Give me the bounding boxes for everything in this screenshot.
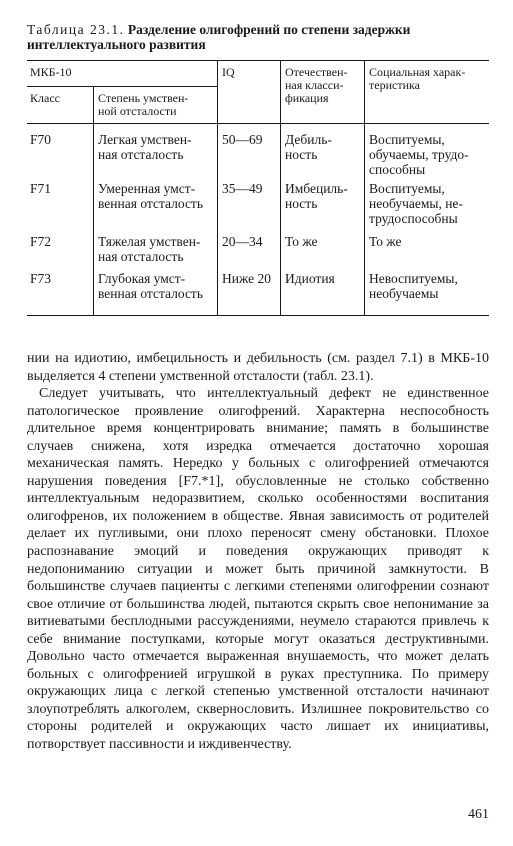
table-row-f73-iq: Ниже 20 — [222, 271, 271, 286]
body-paragraph-1: нии на идиотию, имбецильность и дебильность (см. раздел 7.1) в МКБ-10 выделяется 4 степени умственной отсталости (табл. 23.1). — [27, 351, 489, 384]
table-row-f73-social: Невоспитуемы, необучаемы — [369, 271, 458, 301]
table-row-f71-code: F71 — [30, 181, 52, 196]
table-row-f71-domestic: Имбециль- ность — [285, 181, 348, 211]
table-row-f72-iq: 20—34 — [222, 234, 263, 249]
table-row-f72-degree: Тяжелая умствен- ная отсталость — [98, 234, 201, 264]
table-row-f70-code: F70 — [30, 132, 52, 147]
header-class: Класс — [30, 91, 60, 105]
header-degree: Степень умствен- ной отсталости — [98, 91, 189, 118]
table-row-f71-degree: Умеренная умст- венная отсталость — [98, 181, 203, 211]
table-bottom-rule — [27, 315, 489, 316]
table-row-f72-domestic: То же — [285, 234, 318, 249]
table-row-f73-domestic: Идиотия — [285, 271, 335, 286]
table-row-f73-code: F73 — [30, 271, 52, 286]
table-row-f72-code: F72 — [30, 234, 52, 249]
body-text — [27, 350, 489, 754]
table-row-f73-degree: Глубокая умст- венная отсталость — [98, 271, 203, 301]
column-divider-social — [364, 60, 365, 315]
icd-subheader-rule — [27, 86, 217, 87]
table-row-f71-social: Воспитуемы, необучаемы, не- трудоспособны — [369, 181, 463, 226]
column-divider-domestic — [280, 60, 281, 315]
table-caption — [27, 22, 497, 52]
body-paragraph-2: Следует учитывать, что интеллектуальный дефект не единственное патологическое проявление олигофрений. Характерна неспособность длительное время концентрировать внимание; память в большинстве случаев снижена, хотя изредка отмечается достаточно хорошая механическая память. Нередко у больных с олигофренией отмечаются нарушения поведения [F7.*1], обусловленные не столько собственно интеллектуальным недоразвитием, сколько особенностями воспитания олигофренов, их положением в обществе. Явная зависимость от родителей делает их пугливыми, они плохо переносят смену обстановки. Плохое распознавание эмоций и поведения окружающих приводят к недопониманию ситуации и может быть причиной замкнутости. В большинстве случаев пациенты с легкими степенями олигофрении сознают свое отличие от большинства людей, пытаются скрыть свое непонимание за витиеватыми бесплодными рассуждениями, неумело стараются привлечь к себе внимание поступками, которые могут оказаться деструктивными. Довольно часто отмечается выраженная внушаемость, что может делать больных с олигофренией игрушкой в руках преступника. По примеру окружающих лица с легкой степенью умственной отсталости начинают злоупотреблять алкоголем, сквернословить. Излишнее покровительство со стороны родителей и окружающих часто лишает их инициативы, потворствует пассивности и иждивенчеству. — [27, 386, 489, 753]
column-divider-degree — [93, 86, 94, 315]
table-top-rule — [27, 60, 489, 61]
table-row-f72-social: То же — [369, 234, 402, 249]
table-row-f71-iq: 35—49 — [222, 181, 263, 196]
header-social: Социальная харак- теристика — [369, 65, 466, 92]
table-row-f70-degree: Легкая умствен- ная отсталость — [98, 132, 192, 162]
header-iq: IQ — [222, 65, 235, 79]
column-divider-iq — [217, 60, 218, 315]
caption-title: Разделение олигофрений по степени задержки интеллектуального развития — [27, 22, 411, 52]
table-row-f70-social: Воспитуемы, обучаемы, трудо- способны — [369, 132, 469, 177]
header-icd: МКБ-10 — [30, 65, 72, 79]
table-row-f70-domestic: Дебиль- ность — [285, 132, 332, 162]
table-row-f70-iq: 50—69 — [222, 132, 263, 147]
caption-label: Таблица 23.1. — [27, 22, 125, 37]
table-header-rule — [27, 123, 489, 124]
header-domestic: Отечествен- ная класси- фикация — [285, 65, 348, 105]
page-number: 461 — [468, 807, 489, 822]
